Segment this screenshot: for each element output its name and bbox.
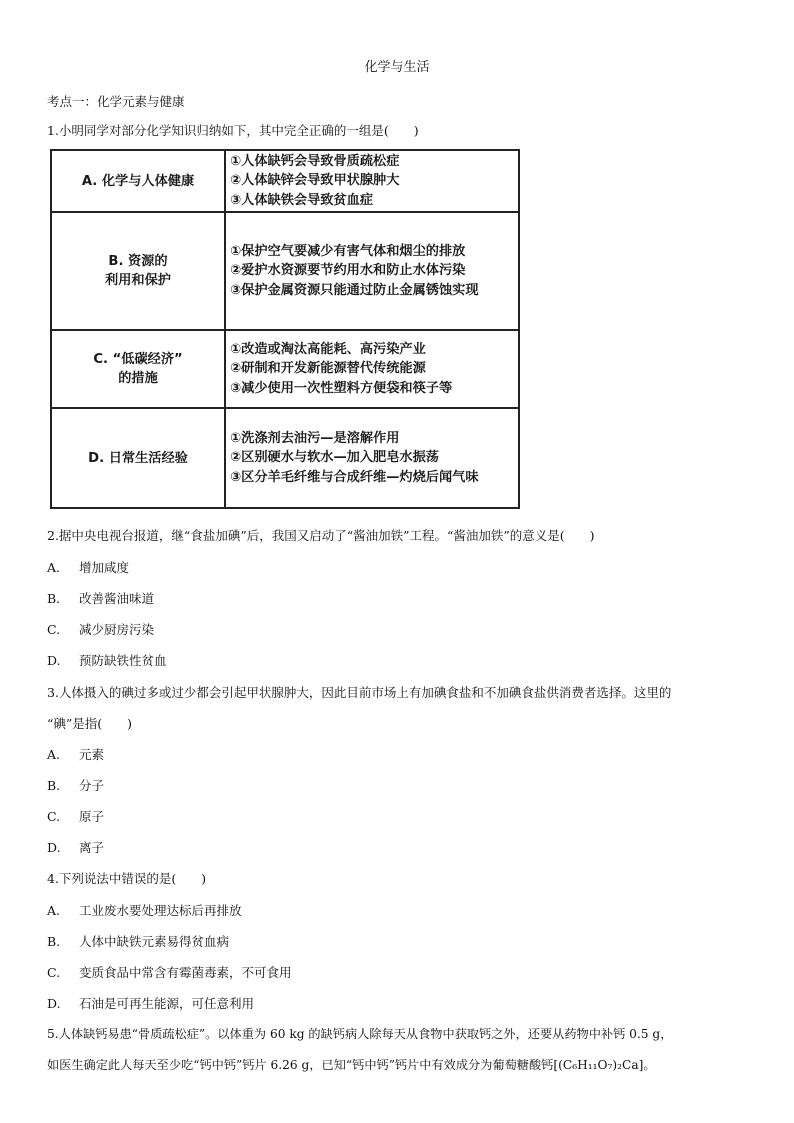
list-item: ③减少使用一次性塑料方便袋和筷子等 [230,380,453,396]
question-3-option-d: D. 离子 [47,840,105,855]
question-1-stem: 1.小明同学对部分化学知识归纳如下，其中完全正确的一组是( ) [47,123,419,138]
row-a-label: A. 化学与人体健康 [51,150,225,212]
row-b-label: B. 资源的 利用和保护 [51,212,225,330]
section-heading: 考点一：化学元素与健康 [47,94,185,109]
question-2-option-a: A. 增加咸度 [47,560,130,575]
question-4-option-a: A. 工业废水要处理达标后再排放 [47,903,242,918]
row-d-label: D. 日常生活经验 [51,408,225,508]
table-row [51,330,519,408]
knowledge-table [50,149,520,509]
list-item: ③区分羊毛纤维与合成纤维—灼烧后闻气味 [230,469,479,485]
table-row [51,150,519,212]
list-item: ②区别硬水与软水—加入肥皂水振荡 [230,450,439,466]
question-2-option-c: C. 减少厨房污染 [47,622,155,637]
question-4-option-d: D. 石油是可再生能源，可任意利用 [47,996,255,1011]
question-5-stem-cont: 如医生确定此人每天至少吃“钙中钙”钙片 6.26 g，已知“钙中钙”钙片中有效成分为葡萄糖酸钙[(C₆H₁₁O₇)₂Ca]。 [47,1058,656,1072]
question-3-stem: 3.人体摄入的碘过多或过少都会引起甲状腺肿大，因此目前市场上有加碘食盐和不加碘食盐供消费者选择。这里的 [47,685,672,700]
question-4-stem: 4.下列说法中错误的是( ) [47,871,207,886]
question-3-option-c: C. 原子 [47,809,105,824]
list-item: ①改造或淘汰高能耗、高污染产业 [230,342,426,358]
question-2-option-b: B. 改善酱油味道 [47,591,155,606]
question-4-option-c: C. 变质食品中常含有霉菌毒素，不可食用 [47,965,292,980]
row-b-items [225,212,519,330]
page-title: 化学与生活 [364,60,430,75]
row-c-items [225,330,519,408]
list-item: ②研制和开发新能源替代传统能源 [230,361,426,377]
row-d-items [225,408,519,508]
list-item: ①人体缺钙会导致骨质疏松症 [230,154,400,170]
question-3-option-b: B. 分子 [47,778,105,793]
list-item: ②爱护水资源要节约用水和防止水体污染 [230,263,466,279]
list-item: ②人体缺锌会导致甲状腺肿大 [230,173,400,189]
table-row [51,408,519,508]
question-2-stem: 2.据中央电视台报道，继“食盐加碘”后，我国又启动了“酱油加铁”工程。“酱油加铁”的意义是( ) [47,528,595,543]
question-5-stem: 5.人体缺钙易患“骨质疏松症”。以体重为 60 kg 的缺钙病人除每天从食物中获取钙之外，还要从药物中补钙 0.5 g， [47,1027,673,1041]
question-3-option-a: A. 元素 [47,747,105,762]
row-c-label: C. “低碳经济” 的措施 [51,330,225,408]
question-2-option-d: D. 预防缺铁性贫血 [47,653,167,668]
list-item: ①保护空气要减少有害气体和烟尘的排放 [230,244,466,260]
list-item: ①洗涤剂去油污—是溶解作用 [230,431,400,447]
list-item: ③保护金属资源只能通过防止金属锈蚀实现 [230,282,479,298]
row-a-items [225,150,519,212]
list-item: ③人体缺铁会导致贫血症 [230,192,374,208]
question-3-stem-cont: “碘”是指( ) [47,716,133,731]
table-row [51,212,519,330]
question-4-option-b: B. 人体中缺铁元素易得贫血病 [47,934,230,949]
